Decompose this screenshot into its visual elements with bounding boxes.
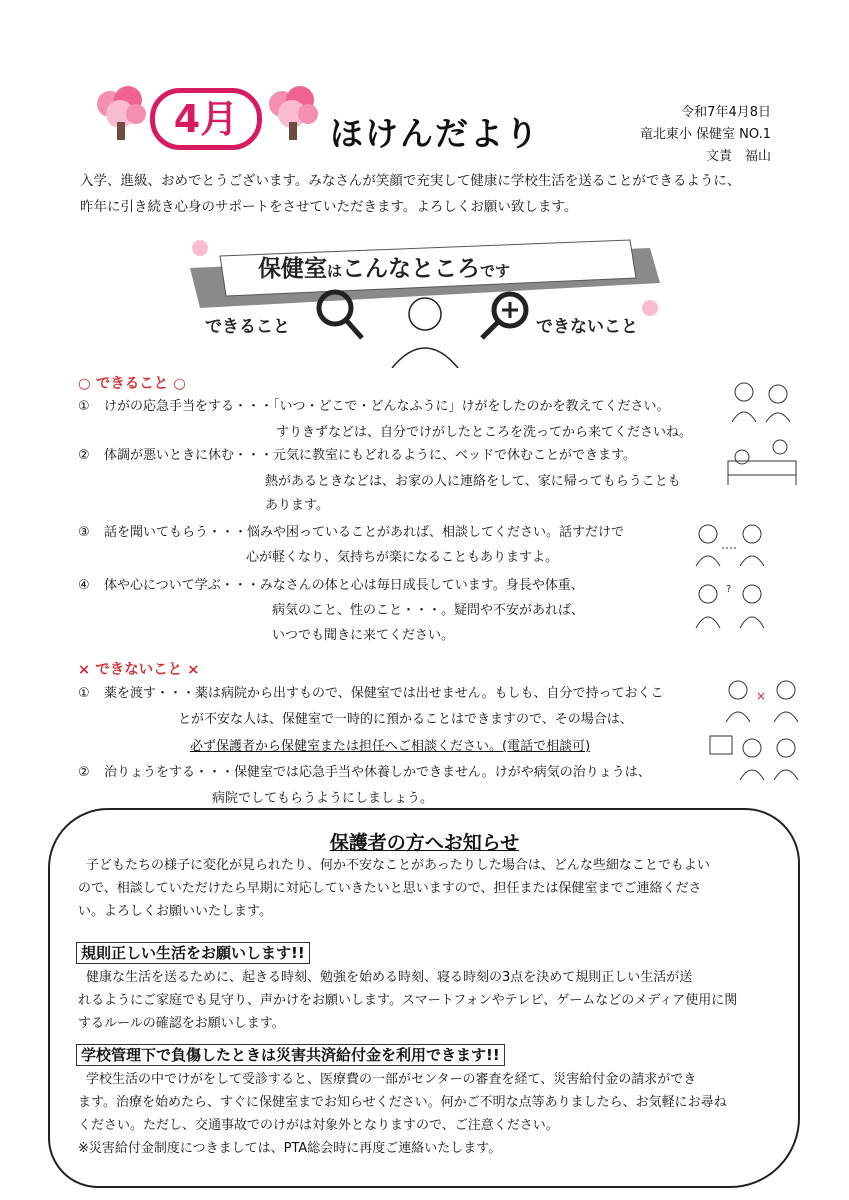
first-aid-illustration <box>722 378 802 423</box>
notice-title: 保護者の方へお知らせ <box>329 832 520 854</box>
can-item-3-line-1: 話を聞いてもらう・・・悩みや困っていることがあれば、相談してください。話すだけで <box>104 525 625 540</box>
notice-paragraph-3: 学校生活の中でけがをして受診すると、医療費の一部がセンターの審査を経て、災害給付金の請求ができ ます。治療を始めたら、すぐに保健室までお知らせください。何かご不明な点等ありましたら、お気軽にお尋ね ください。ただし、交通事故でのけがは対象外となりますので、ご注意ください。 ※災害給付金制度につきましては、PTA総会時に再度ご連絡いたします。 <box>78 1072 727 1156</box>
month-badge: 4月 <box>150 88 262 150</box>
author: 文責 福山 <box>705 149 771 164</box>
can-heading: ○ できること ○ <box>78 376 186 392</box>
svg-text:?: ? <box>726 584 732 595</box>
cannot-item-1-line-3: 必ず保護者から保健室または担任へご相談ください。(電話で相談可) <box>190 739 591 754</box>
can-item-4-line-3: いつでも聞きに来てください。 <box>272 628 455 643</box>
list-item-number: ② <box>78 765 90 780</box>
bed-rest-illustration <box>722 437 802 487</box>
cannot-label: できないこと <box>536 317 638 337</box>
notice-paragraph-2: 健康な生活を送るために、起きる時刻、勉強を始める時刻、寝る時刻の3点を決めて規則正しい生活が送 れるようにご家庭でも見守り、声かけをお願いします。スマートフォンやテレビ、ゲームなどのメディア使用に関 するルールの確認をお願いします。 <box>78 970 738 1031</box>
growth-illustration <box>688 580 773 630</box>
can-label: できること <box>205 317 290 337</box>
intro-line-2: 昨年に引き続き心身のサポートをさせていただきます。よろしくお願い致します。 <box>80 199 578 215</box>
can-item-4-line-1: 体や心について学ぶ・・・みなさんの体と心は毎日成長しています。身長や体重、 <box>104 578 584 593</box>
notice-heading-lifestyle: 規則正しい生活をお願いします!! <box>76 942 310 963</box>
notice-heading-insurance: 学校管理下で負傷したときは災害共済給付金を利用できます!! <box>76 1044 505 1065</box>
cannot-item-1-line-2: とが不安な人は、保健室で一時的に預かることはできますので、その場合は、 <box>178 712 633 727</box>
can-item-2-line-2: 熱があるときなどは、お家の人に連絡をして、家に帰ってもらうことも <box>265 474 681 489</box>
can-item-1-line-2: すりきずなどは、自分でけがしたところを洗ってから来てくださいね。 <box>276 425 693 440</box>
list-item-number: ③ <box>78 525 90 540</box>
banner-graphic <box>180 228 670 368</box>
can-item-3-line-2: 心が軽くなり、気持ちが楽になることもありますよ。 <box>246 550 559 565</box>
can-item-1-line-1: けがの応急手当をする・・・「いつ・どこで・どんなふうに」けがをしたのかを教えてください。 <box>104 399 670 414</box>
consultation-illustration <box>688 520 773 568</box>
can-item-2-line-1: 体調が悪いときに休む・・・元気に教室にもどれるように、ベッドで休むことができます。 <box>104 448 636 463</box>
list-item-number: ④ <box>78 578 90 593</box>
banner-title: 保健室はこんなところです <box>258 256 511 282</box>
list-item-number: ① <box>78 686 90 701</box>
cherry-tree-icon <box>262 82 324 144</box>
notice-paragraph-1: 子どもたちの様子に変化が見られたり、何か不安なことがあったりした場合は、どんな些細なことでもよい ので、相談していただけたら早期に対応していきたいと思いますので、担任または保健室までご連絡くださ い。よろしくお願いいたします。 <box>78 858 710 919</box>
newsletter-title: ほけんだより <box>330 114 540 153</box>
cannot-item-2-line-1: 治りょうをする・・・保健室では応急手当や休養しかできません。けがや病気の治りょうは、 <box>104 765 651 780</box>
medicine-illustration <box>718 676 808 724</box>
cannot-item-2-line-2: 病院でしてもらうようにしましょう。 <box>212 791 434 806</box>
list-item-number: ① <box>78 399 90 414</box>
issue-date: 令和7年4月8日 <box>681 105 771 120</box>
cherry-tree-icon <box>90 82 152 144</box>
school-office: 竜北東小 保健室 NO.1 <box>639 127 771 142</box>
treatment-illustration <box>706 732 806 782</box>
svg-text:×: × <box>756 689 767 703</box>
cannot-heading: × できないこと × <box>78 662 200 678</box>
list-item-number: ② <box>78 448 90 463</box>
can-item-4-line-2: 病気のこと、性のこと・・・。疑問や不安があれば、 <box>272 603 585 618</box>
can-item-2-line-3: あります。 <box>265 498 329 513</box>
intro-line-1: 入学、進級、おめでとうございます。みなさんが笑顔で充実して健康に学校生活を送ることができるように、 <box>80 173 741 189</box>
cannot-item-1-line-1: 薬を渡す・・・薬は病院から出すもので、保健室では出せません。もしも、自分で持っておくこ <box>104 686 664 701</box>
